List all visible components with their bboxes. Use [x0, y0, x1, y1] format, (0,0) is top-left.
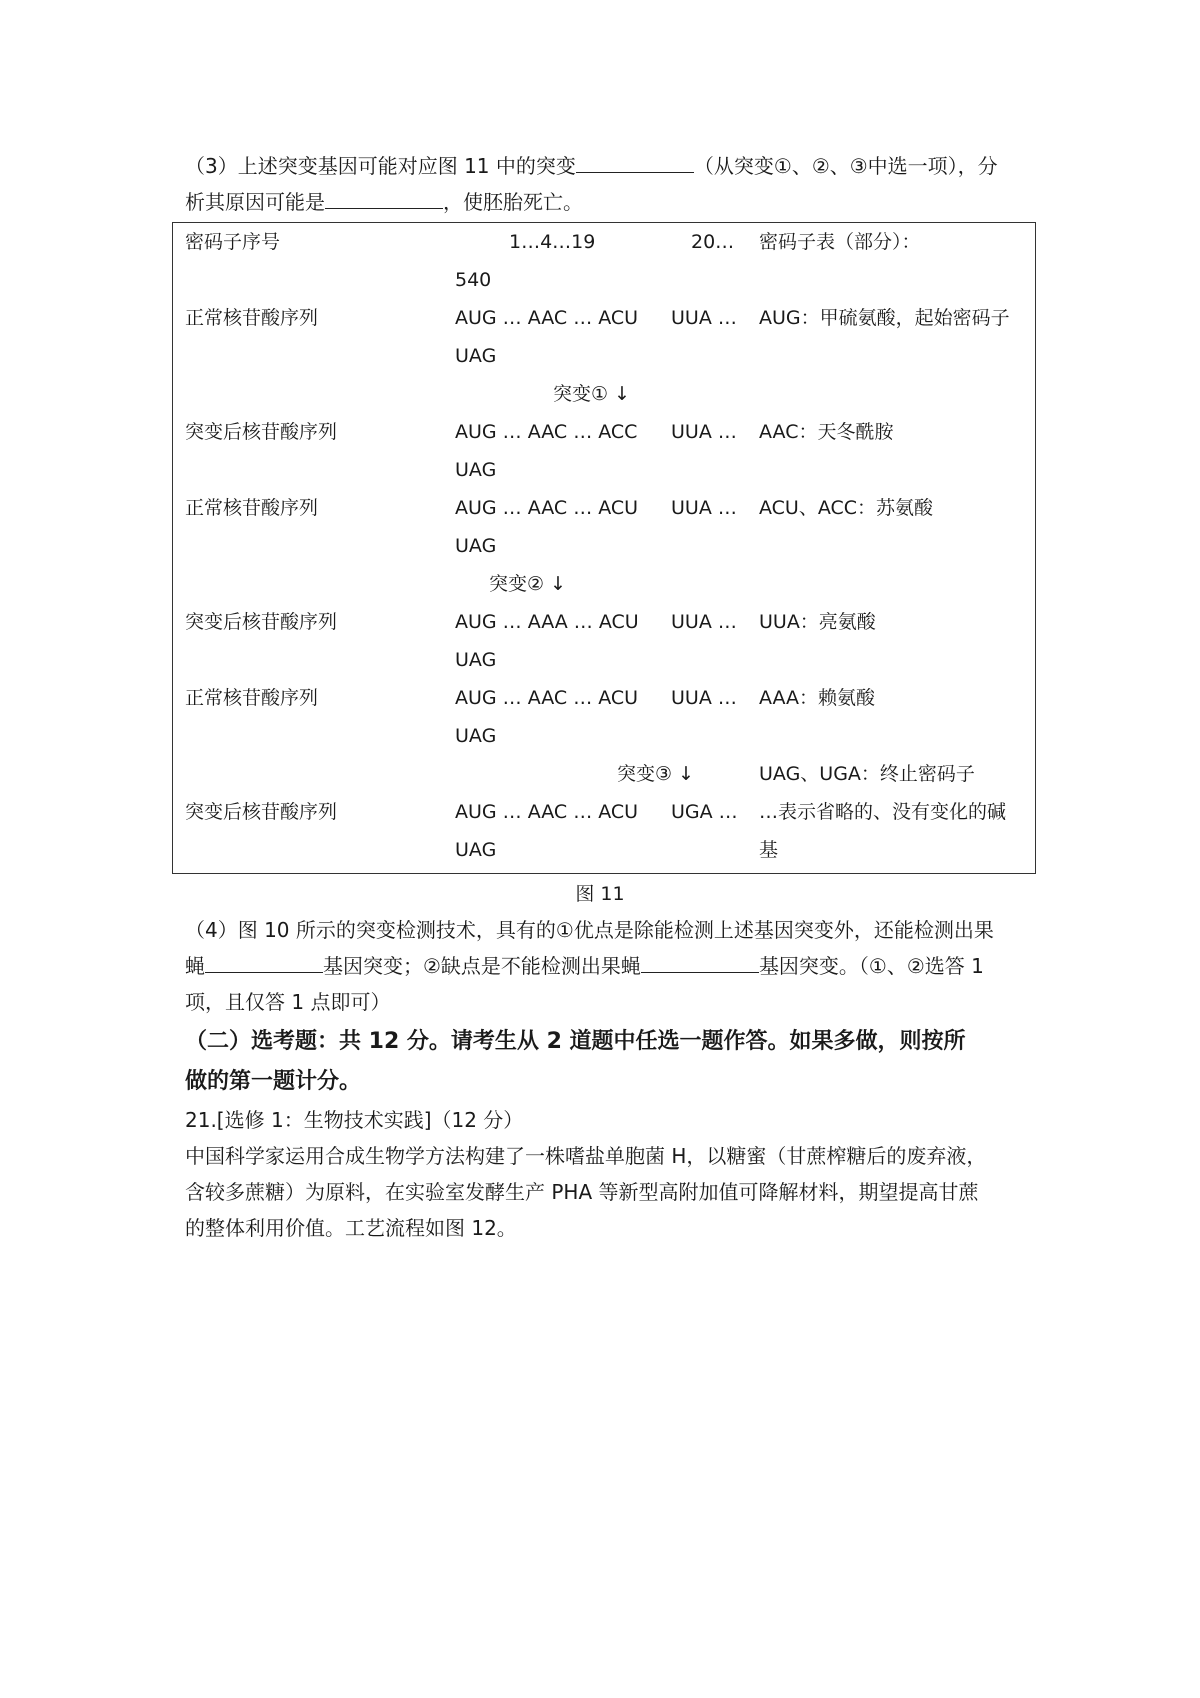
- q3-text-d: ，使胚胎死亡。: [443, 190, 583, 214]
- figure-11-table: [172, 222, 1036, 874]
- row-seq-2: UUA …: [671, 421, 737, 443]
- section-heading-2: 做的第一题计分。: [185, 1069, 362, 1094]
- figure-caption: 图 11: [575, 883, 625, 905]
- row-label: 突变后核苷酸序列: [185, 801, 338, 823]
- row-seq: AUG … AAC … ACU: [455, 687, 639, 709]
- q21-line-3: 的整体利用价值。工艺流程如图 12。: [185, 1216, 517, 1240]
- answer-blank: [325, 186, 443, 209]
- codon-entry: UAG、UGA：终止密码子: [759, 763, 975, 785]
- row-seq-3: UAG: [455, 649, 497, 671]
- row-seq-2: UGA …: [671, 801, 738, 823]
- codon-entry: AAC：天冬酰胺: [759, 421, 894, 443]
- q21-title: 21.[选修 1：生物技术实践]（12 分）: [185, 1108, 524, 1132]
- row-seq-2: UUA …: [671, 611, 737, 633]
- answer-blank: [576, 150, 694, 173]
- codon-entry: AAA：赖氨酸: [759, 687, 876, 709]
- codon-entry: UUA：亮氨酸: [759, 611, 876, 633]
- mutation-2-label: 突变② ↓: [489, 573, 566, 595]
- row-label: 正常核苷酸序列: [185, 307, 319, 329]
- codon-entry: AUG：甲硫氨酸，起始密码子: [759, 307, 1010, 329]
- row-seq-3: UAG: [455, 535, 497, 557]
- header-positions: 1…4…19: [509, 231, 596, 253]
- row-label: 正常核苷酸序列: [185, 497, 319, 519]
- row-seq-3: UAG: [455, 345, 497, 367]
- codon-note-cont: 基: [759, 839, 779, 861]
- codon-note: …表示省略的、没有变化的碱: [759, 801, 1007, 823]
- q4-line-3: 项，且仅答 1 点即可）: [185, 990, 391, 1014]
- q3-text-c: 析其原因可能是: [185, 190, 325, 214]
- row-seq-3: UAG: [455, 725, 497, 747]
- q4-text-b: 基因突变；②缺点是不能检测出果蝇: [323, 954, 641, 978]
- row-seq: AUG … AAC … ACU: [455, 307, 639, 329]
- answer-blank: [205, 950, 323, 973]
- q3-text-b: （从突变①、②、③中选一项），分: [693, 154, 998, 178]
- row-label: 突变后核苷酸序列: [185, 611, 338, 633]
- row-seq-2: UUA …: [671, 497, 737, 519]
- header-label: 密码子序号: [185, 231, 281, 253]
- q4-line-2: [185, 948, 1030, 984]
- mutation-1-label: 突变① ↓: [553, 383, 630, 405]
- q3-line-1: [185, 148, 1030, 184]
- q3-text-a: （3）上述突变基因可能对应图 11 中的突变: [185, 154, 576, 178]
- q21-line-1: 中国科学家运用合成生物学方法构建了一株嗜盐单胞菌 H，以糖蜜（甘蔗榨糖后的废弃液，: [185, 1144, 987, 1168]
- section-heading-1: （二）选考题：共 12 分。请考生从 2 道题中任选一题作答。如果多做，则按所: [185, 1029, 966, 1054]
- q4-line-1: （4）图 10 所示的突变检测技术，具有的①优点是除能检测上述基因突变外，还能检测出果: [185, 918, 994, 942]
- row-seq-3: UAG: [455, 839, 497, 861]
- q21-line-2: 含较多蔗糖）为原料，在实验室发酵生产 PHA 等新型高附加值可降解材料，期望提高甘蔗: [185, 1180, 979, 1204]
- row-label: 正常核苷酸序列: [185, 687, 319, 709]
- mutation-3-label: 突变③ ↓: [617, 763, 694, 785]
- row-seq: AUG … AAC … ACC: [455, 421, 638, 443]
- answer-blank: [641, 950, 759, 973]
- row-seq: AUG … AAA … ACU: [455, 611, 639, 633]
- row-seq: AUG … AAC … ACU: [455, 801, 639, 823]
- q4-text-c: 基因突变。（①、②选答 1: [758, 954, 984, 978]
- q4-text-a: 蝇: [185, 954, 205, 978]
- header-positions-c: 540: [455, 269, 492, 291]
- row-seq: AUG … AAC … ACU: [455, 497, 639, 519]
- row-seq-2: UUA …: [671, 307, 737, 329]
- row-seq-2: UUA …: [671, 687, 737, 709]
- row-seq-3: UAG: [455, 459, 497, 481]
- header-positions-b: 20…: [691, 231, 735, 253]
- row-label: 突变后核苷酸序列: [185, 421, 338, 443]
- codon-table-title: 密码子表（部分）：: [759, 231, 921, 253]
- q3-line-2: [185, 184, 1030, 220]
- codon-entry: ACU、ACC：苏氨酸: [759, 497, 934, 519]
